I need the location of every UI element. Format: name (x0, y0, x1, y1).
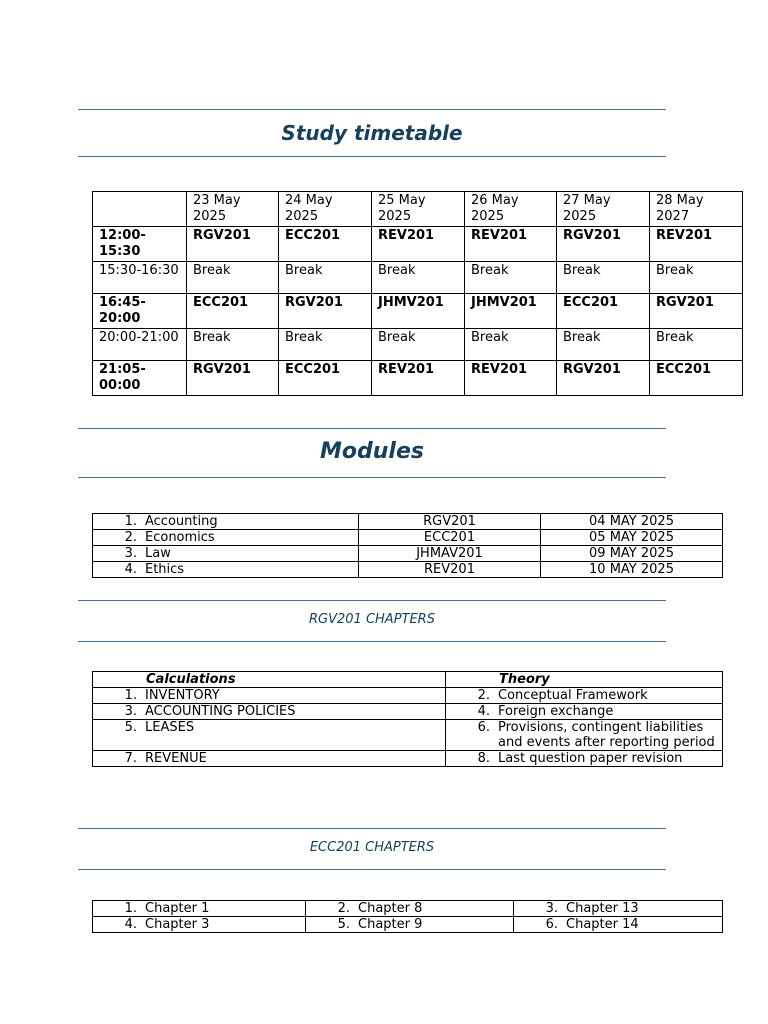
divider (78, 600, 666, 601)
list-number: 2. (337, 901, 350, 916)
list-text: Law (145, 546, 171, 561)
list-item (536, 901, 722, 916)
list-number: 2. (124, 530, 137, 545)
list-item (115, 704, 445, 719)
list-item (468, 704, 722, 719)
theory-cell (446, 688, 723, 704)
calculations-cell (93, 704, 446, 720)
timetable-cell: Break (650, 329, 743, 361)
timetable-cell: JHMV201 (372, 294, 465, 329)
theory-cell (446, 704, 723, 720)
list-item (115, 751, 445, 766)
timetable-cell: Break (557, 262, 650, 294)
list-number: 7. (124, 751, 137, 766)
date-header: 28 May 2027 (650, 192, 743, 227)
table-row (93, 294, 743, 329)
table-row (93, 546, 723, 562)
list-text: Chapter 8 (358, 901, 423, 916)
table-row (93, 562, 723, 578)
list-number: 3. (124, 704, 137, 719)
list-number: 4. (477, 704, 490, 719)
timetable-cell: REV201 (465, 361, 557, 396)
list-text: REVENUE (145, 751, 207, 766)
timetable-cell: ECC201 (187, 294, 279, 329)
list-item (328, 901, 513, 916)
chapter-cell (93, 917, 306, 933)
table-row (93, 751, 723, 767)
list-item (115, 546, 358, 561)
list-number: 5. (337, 917, 350, 932)
module-code: RGV201 (359, 514, 541, 530)
time-slot: 21:05-00:00 (93, 361, 187, 396)
timetable-cell: ECC201 (279, 361, 372, 396)
timetable-cell: Break (650, 262, 743, 294)
list-text: Provisions, contingent liabilities and events after reporting period (498, 720, 715, 750)
list-number: 1. (124, 514, 137, 529)
divider (78, 828, 666, 829)
timetable-cell: RGV201 (557, 227, 650, 262)
list-item (468, 688, 722, 703)
list-item (115, 514, 358, 529)
corner-cell (93, 192, 187, 227)
list-item (468, 720, 722, 750)
list-item (115, 901, 305, 916)
table-row (93, 720, 723, 751)
table-row (93, 329, 743, 361)
calculations-cell (93, 688, 446, 704)
table-row (93, 704, 723, 720)
list-text: Chapter 13 (566, 901, 639, 916)
chapter-cell (306, 901, 514, 917)
calculations-cell (93, 751, 446, 767)
timetable-cell: Break (557, 329, 650, 361)
timetable-cell: ECC201 (650, 361, 743, 396)
table-row (93, 227, 743, 262)
list-number: 8. (477, 751, 490, 766)
list-number: 2. (477, 688, 490, 703)
list-text: ACCOUNTING POLICIES (145, 704, 296, 719)
table-row (93, 901, 723, 917)
list-item (115, 530, 358, 545)
theory-cell (446, 751, 723, 767)
modules-table (92, 513, 723, 578)
list-text: Chapter 14 (566, 917, 639, 932)
list-number: 6. (477, 720, 490, 735)
module-code: ECC201 (359, 530, 541, 546)
list-number: 1. (124, 688, 137, 703)
module-date: 05 MAY 2025 (541, 530, 723, 546)
list-text: Ethics (145, 562, 185, 577)
modules-title: Modules (320, 439, 424, 464)
timetable-cell: REV201 (372, 227, 465, 262)
date-header: 23 May 2025 (187, 192, 279, 227)
divider (78, 109, 666, 110)
list-text: Economics (145, 530, 215, 545)
timetable-cell: Break (372, 262, 465, 294)
list-number: 6. (545, 917, 558, 932)
module-date: 09 MAY 2025 (541, 546, 723, 562)
time-slot: 16:45-20:00 (93, 294, 187, 329)
list-text: INVENTORY (145, 688, 220, 703)
list-item (115, 688, 445, 703)
timetable-cell: RGV201 (187, 361, 279, 396)
list-text: Conceptual Framework (498, 688, 648, 703)
timetable-cell: REV201 (372, 361, 465, 396)
list-item (468, 751, 722, 766)
chapter-cell (514, 901, 723, 917)
module-name-cell (93, 514, 359, 530)
table-header-row (93, 672, 723, 688)
list-text: Chapter 9 (358, 917, 423, 932)
list-text: Foreign exchange (498, 704, 614, 719)
chapter-cell (306, 917, 514, 933)
list-text: Last question paper revision (498, 751, 683, 766)
module-name-cell (93, 530, 359, 546)
list-text: Chapter 1 (145, 901, 210, 916)
list-number: 4. (124, 917, 137, 932)
divider (78, 428, 666, 429)
list-number: 1. (124, 901, 137, 916)
theory-header: Theory (446, 672, 723, 688)
timetable-cell: Break (279, 262, 372, 294)
list-number: 4. (124, 562, 137, 577)
table-header-row (93, 192, 743, 227)
list-number: 5. (124, 720, 137, 735)
list-text: Chapter 3 (145, 917, 210, 932)
timetable-cell: Break (279, 329, 372, 361)
timetable-cell: Break (187, 262, 279, 294)
calculations-cell (93, 720, 446, 751)
timetable-cell: RGV201 (557, 361, 650, 396)
list-item (536, 917, 722, 932)
list-text: LEASES (145, 720, 195, 735)
timetable-cell: ECC201 (557, 294, 650, 329)
calculations-header: Calculations (93, 672, 446, 688)
list-number: 3. (545, 901, 558, 916)
table-row (93, 262, 743, 294)
chapter-cell (93, 901, 306, 917)
list-item (115, 917, 305, 932)
rgv201-chapters-title: RGV201 CHAPTERS (309, 612, 435, 627)
divider (78, 156, 666, 157)
date-header: 26 May 2025 (465, 192, 557, 227)
module-name-cell (93, 562, 359, 578)
divider (78, 477, 666, 478)
timetable-cell: RGV201 (279, 294, 372, 329)
table-row (93, 514, 723, 530)
table-row (93, 688, 723, 704)
time-slot: 20:00-21:00 (93, 329, 187, 361)
chapter-cell (514, 917, 723, 933)
list-item (115, 720, 445, 735)
timetable-title: Study timetable (281, 121, 463, 145)
timetable-cell: Break (465, 329, 557, 361)
date-header: 24 May 2025 (279, 192, 372, 227)
time-slot: 15:30-16:30 (93, 262, 187, 294)
module-code: JHMAV201 (359, 546, 541, 562)
table-row (93, 917, 723, 933)
date-header: 25 May 2025 (372, 192, 465, 227)
timetable-cell: Break (465, 262, 557, 294)
time-slot: 12:00-15:30 (93, 227, 187, 262)
module-date: 04 MAY 2025 (541, 514, 723, 530)
module-name-cell (93, 546, 359, 562)
timetable-table (92, 191, 743, 396)
timetable-cell: RGV201 (650, 294, 743, 329)
module-date: 10 MAY 2025 (541, 562, 723, 578)
list-item (115, 562, 358, 577)
timetable-cell: REV201 (650, 227, 743, 262)
list-number: 3. (124, 546, 137, 561)
ecc201-chapters-title: ECC201 CHAPTERS (309, 840, 435, 855)
module-code: REV201 (359, 562, 541, 578)
date-header: 27 May 2025 (557, 192, 650, 227)
timetable-cell: ECC201 (279, 227, 372, 262)
rgv201-chapters-table (92, 671, 723, 767)
theory-cell (446, 720, 723, 751)
list-text: Accounting (145, 514, 218, 529)
divider (78, 641, 666, 642)
table-row (93, 361, 743, 396)
timetable-cell: REV201 (465, 227, 557, 262)
list-item (328, 917, 513, 932)
timetable-cell: RGV201 (187, 227, 279, 262)
ecc201-chapters-table (92, 900, 723, 933)
table-row (93, 530, 723, 546)
timetable-cell: Break (187, 329, 279, 361)
divider (78, 869, 666, 870)
timetable-cell: JHMV201 (465, 294, 557, 329)
timetable-cell: Break (372, 329, 465, 361)
